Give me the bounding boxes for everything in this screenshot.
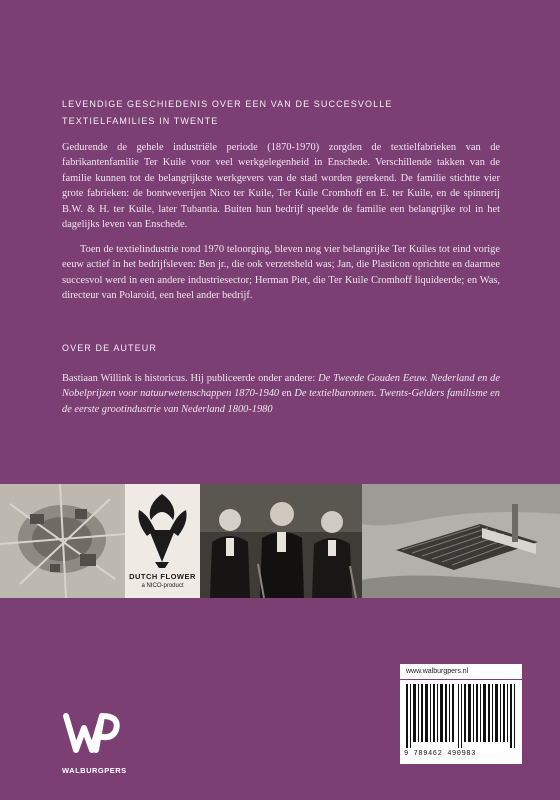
barcode-icon [406, 684, 516, 748]
author-intro: Bastiaan Willink is historicus. Hij publiceerde onder andere: [62, 373, 319, 384]
author-heading: OVER DE AUTEUR [62, 343, 157, 353]
walburgpers-logo-icon [62, 706, 120, 764]
isbn-number: 9 789462 490983 [404, 750, 477, 758]
city-map-icon [0, 484, 125, 598]
cover-heading-main: LEVENDIGE GESCHIEDENIS OVER EEN VAN DE SUCCESVOLLE TEXTIELFAMILIES IN TWENTE [62, 99, 393, 126]
photo-strip [0, 484, 560, 598]
factory-icon [362, 484, 560, 598]
three-men-photo [200, 484, 362, 598]
book-title-2: De textielbaronnen. Twents-Gelders familisme en de eerste grootindustrie van Nederland 1800-1980 [62, 388, 500, 415]
description-paragraph-1: Gedurende de gehele industriële periode (1870-1970) zorgden de textielfabrieken van de fabrikantenfamilie Ter Kuile voor veel werkgelegenheid in Enschede. Verschillende takken van de familie kunnen tot de belangrijkste werkgevers van de stad worden gerekend. De familie stichtte vier grote fabrieken: de bontweverijen Nico ter Kuile, Ter Kuile Cromhoff en E. ter Kuile, en de spinnerij B.W. & H. ter Kuile, later Tubantia. Buiten hun bedrijf speelde de familie een belangrijke rol in het dagelijks leven van Enschede. [62, 142, 500, 231]
portrait-icon [200, 484, 362, 598]
factory-aerial-photo [362, 484, 560, 598]
dutch-flower-logo-photo [125, 484, 200, 598]
author-paragraph [62, 371, 500, 417]
publisher-name: WALBURGPERS [62, 766, 127, 775]
book-title-1: De Tweede Gouden Eeuw. Nederland en de Nobelprijzen voor natuurwetenschappen 1870-1940 [62, 373, 500, 400]
conjunction: en [279, 388, 295, 400]
logo-text-1: DUTCH FLOWER [129, 572, 196, 581]
city-map-photo [0, 484, 125, 598]
logo-text-2: a NICO-product [141, 583, 184, 589]
description-paragraph-2: Toen de textielindustrie rond 1970 teloorging, bleven nog vier belangrijke Ter Kuiles tot eind vorige eeuw actief in het bedrijfsleven: Ben jr., die ook verzetsheld was; Jan, die Plasticon oprichtte en daarmee succesvol werd in een andere industriesector; Herman Piet, die Ter Kuile Cromhoff liquideerde; en Was, directeur van Polaroid, een heel ander bedrijf. [62, 244, 500, 302]
publisher-url: www.walburgpers.nl [400, 664, 522, 680]
